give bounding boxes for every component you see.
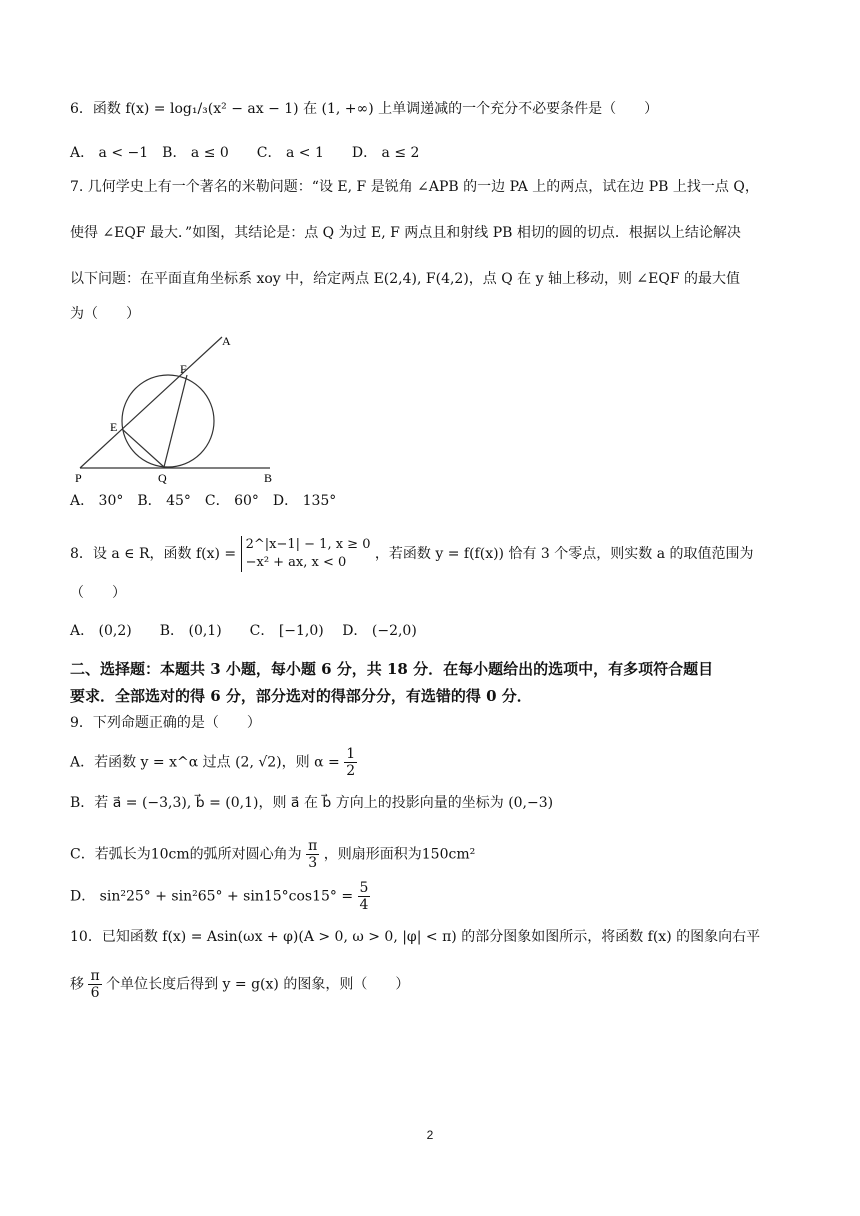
q9-option-c bbox=[70, 838, 475, 871]
q9-option-c-num: π bbox=[308, 838, 318, 854]
q10-line-2 bbox=[70, 968, 409, 1001]
q9-stem: 9．下列命题正确的是（ ） bbox=[70, 715, 261, 731]
label-a: A bbox=[222, 334, 231, 348]
q7-line-3: 以下问题：在平面直角坐标系 xoy 中，给定两点 E(2,4), F(4,2)，点 Q 在 y 轴上移动，则 ∠EQF 的最大值 bbox=[70, 271, 741, 287]
q8-piecewise bbox=[241, 536, 371, 572]
q10-line-1: 10．已知函数 f(x) = Asin(ωx + φ)(A > 0, ω > 0, |φ| < π) 的部分图象如图所示，将函数 f(x) 的图象向右平 bbox=[70, 929, 761, 945]
label-p: P bbox=[75, 471, 82, 485]
q6-stem: 6．函数 f(x) = log₁/₃(x² − ax − 1) 在 (1, +∞) 上单调递减的一个充分不必要条件是（ ） bbox=[70, 101, 659, 117]
label-b: B bbox=[264, 471, 273, 485]
q9-option-a-fraction bbox=[344, 746, 357, 779]
q9-option-c-den: 3 bbox=[308, 855, 318, 871]
q8-paren: （ ） bbox=[70, 585, 126, 601]
segment-fq bbox=[164, 375, 187, 467]
q9-option-c-fraction bbox=[306, 838, 319, 871]
q8-stem-a: 8．设 a ∈ R，函数 f(x) = bbox=[70, 546, 237, 562]
q9-option-a-den: 2 bbox=[346, 763, 356, 779]
q8-case-2: −x² + ax, x < 0 bbox=[245, 555, 347, 570]
q9-option-d-text: D． sin²25° + sin²65° + sin15°cos15° = bbox=[70, 888, 354, 905]
q6-options: A． a < −1 B． a ≤ 0 C． a < 1 D． a ≤ 2 bbox=[70, 145, 420, 161]
q7-line-2: 使得 ∠EQF 最大．”如图，其结论是：点 Q 为过 E, F 两点且和射线 PB 相切的圆的切点．根据以上结论解决 bbox=[70, 225, 741, 241]
q10-line-2-a: 移 bbox=[70, 976, 84, 993]
q9-option-c-text-b: ，则扇形面积为150cm² bbox=[323, 846, 476, 863]
q7-options: A． 30° B． 45° C． 60° D． 135° bbox=[70, 493, 337, 509]
q9-option-d-fraction bbox=[358, 880, 371, 913]
q9-option-a-text: A．若函数 y = x^α 过点 (2, √2)，则 α = bbox=[70, 754, 340, 771]
miller-figure bbox=[72, 325, 292, 485]
q9-option-a bbox=[70, 746, 357, 779]
q7-line-1: 7. 几何学史上有一个著名的米勒问题：“设 E, F 是锐角 ∠APB 的一边 PA 上的两点，试在边 PB 上找一点 Q， bbox=[70, 179, 759, 195]
section-2-line-2: 要求．全部选对的得 6 分，部分选对的得部分分，有选错的得 0 分． bbox=[70, 687, 532, 705]
page-number: 2 bbox=[426, 1128, 434, 1142]
q9-option-a-num: 1 bbox=[346, 746, 356, 762]
q9-option-d-num: 5 bbox=[359, 880, 369, 896]
q7-line-4: 为（ ） bbox=[70, 306, 140, 322]
q10-den: 6 bbox=[90, 985, 100, 1001]
section-2-line-1: 二、选择题：本题共 3 小题，每小题 6 分，共 18 分．在每小题给出的选项中，有多项符合题目 bbox=[70, 660, 714, 678]
label-f: F bbox=[180, 362, 187, 376]
q9-option-b: B．若 a⃗ = (−3,3), b⃗ = (0,1)，则 a⃗ 在 b⃗ 方向上的投影向量的坐标为 (0,−3) bbox=[70, 795, 554, 811]
q8-options: A． (0,2) B． (0,1) C． [−1,0) D． (−2,0) bbox=[70, 623, 417, 639]
q8-stem bbox=[70, 536, 754, 572]
q9-option-c-text-a: C．若弧长为10cm的弧所对圆心角为 bbox=[70, 846, 302, 863]
ray-pa bbox=[80, 337, 222, 468]
q8-stem-b: ，若函数 y = f(f(x)) 恰有 3 个零点，则实数 a 的取值范围为 bbox=[374, 546, 754, 562]
q10-num: π bbox=[90, 968, 100, 984]
q9-option-d bbox=[70, 880, 370, 913]
q8-case-1: 2^|x−1| − 1, x ≥ 0 bbox=[245, 537, 371, 552]
q9-option-d-den: 4 bbox=[359, 897, 369, 913]
label-e: E bbox=[110, 420, 118, 434]
q10-line-2-b: 个单位长度后得到 y = g(x) 的图象，则（ ） bbox=[106, 976, 410, 993]
segment-eq bbox=[122, 429, 164, 467]
label-q: Q bbox=[158, 471, 167, 485]
q10-fraction bbox=[88, 968, 101, 1001]
